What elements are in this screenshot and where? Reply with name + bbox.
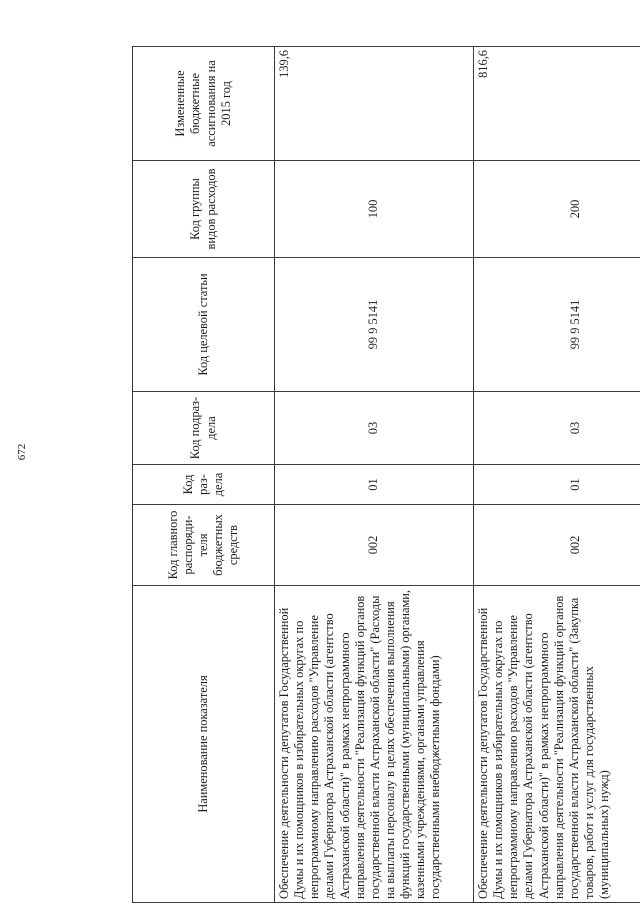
manager-code: 002 (275, 505, 474, 586)
allocation-amount: 139,6 (275, 47, 474, 161)
target-code: 99 9 5141 (275, 258, 474, 392)
header-indicator-name: Наименование показателя (133, 586, 275, 903)
page-number: 672 (16, 443, 28, 461)
target-code: 99 9 5141 (474, 258, 640, 392)
section-code: 01 (474, 465, 640, 505)
header-expense-group-code: Код группы видов расходов (133, 161, 275, 258)
allocation-amount: 816,6 (474, 47, 640, 161)
header-amount-2015: Измененные бюджетные ассигнования на 2015 год (133, 47, 275, 161)
section-code: 01 (275, 465, 474, 505)
table-header-row (133, 47, 275, 903)
expense-group-code: 100 (275, 161, 474, 258)
header-section-code: Код раз-дела (133, 465, 275, 505)
header-manager-code: Код главного распоряди-теля бюджетных средств (133, 505, 275, 586)
manager-code: 002 (474, 505, 640, 586)
header-subsection-code: Код подраз-дела (133, 392, 275, 465)
indicator-name: Обеспечение деятельности депутатов Государственной Думы и их помощников в избирательных округах по непрограммному направлению расходов "Управление делами Губернатора Астраханской области (агентство Астраханской области)" в рамках непрограммного направления деятельности "Реализация функций органов государственной власти Астраханской области" (Закупка товаров, работ и услуг для государственных (муниципальных) нужд) (474, 586, 640, 903)
subsection-code: 03 (474, 392, 640, 465)
table-row (275, 47, 474, 903)
header-target-code: Код целевой статьи (133, 258, 275, 392)
table-row (474, 47, 640, 903)
budget-allocation-table (132, 46, 640, 903)
expense-group-code: 200 (474, 161, 640, 258)
budget-sheet (132, 47, 611, 903)
indicator-name: Обеспечение деятельности депутатов Государственной Думы и их помощников в избирательных округах по непрограммному направлению расходов "Управление делами Губернатора Астраханской области (агентство Астраханской области)" в рамках непрограммного направления деятельности "Реализация функций органов государственной власти Астраханской области" (Расходы на выплаты персоналу в целях обеспечения выполнения функций государственными (муниципальными) органами, казенными учреждениями, органами управления государственными внебюджетными фондами) (275, 586, 474, 903)
subsection-code: 03 (275, 392, 474, 465)
